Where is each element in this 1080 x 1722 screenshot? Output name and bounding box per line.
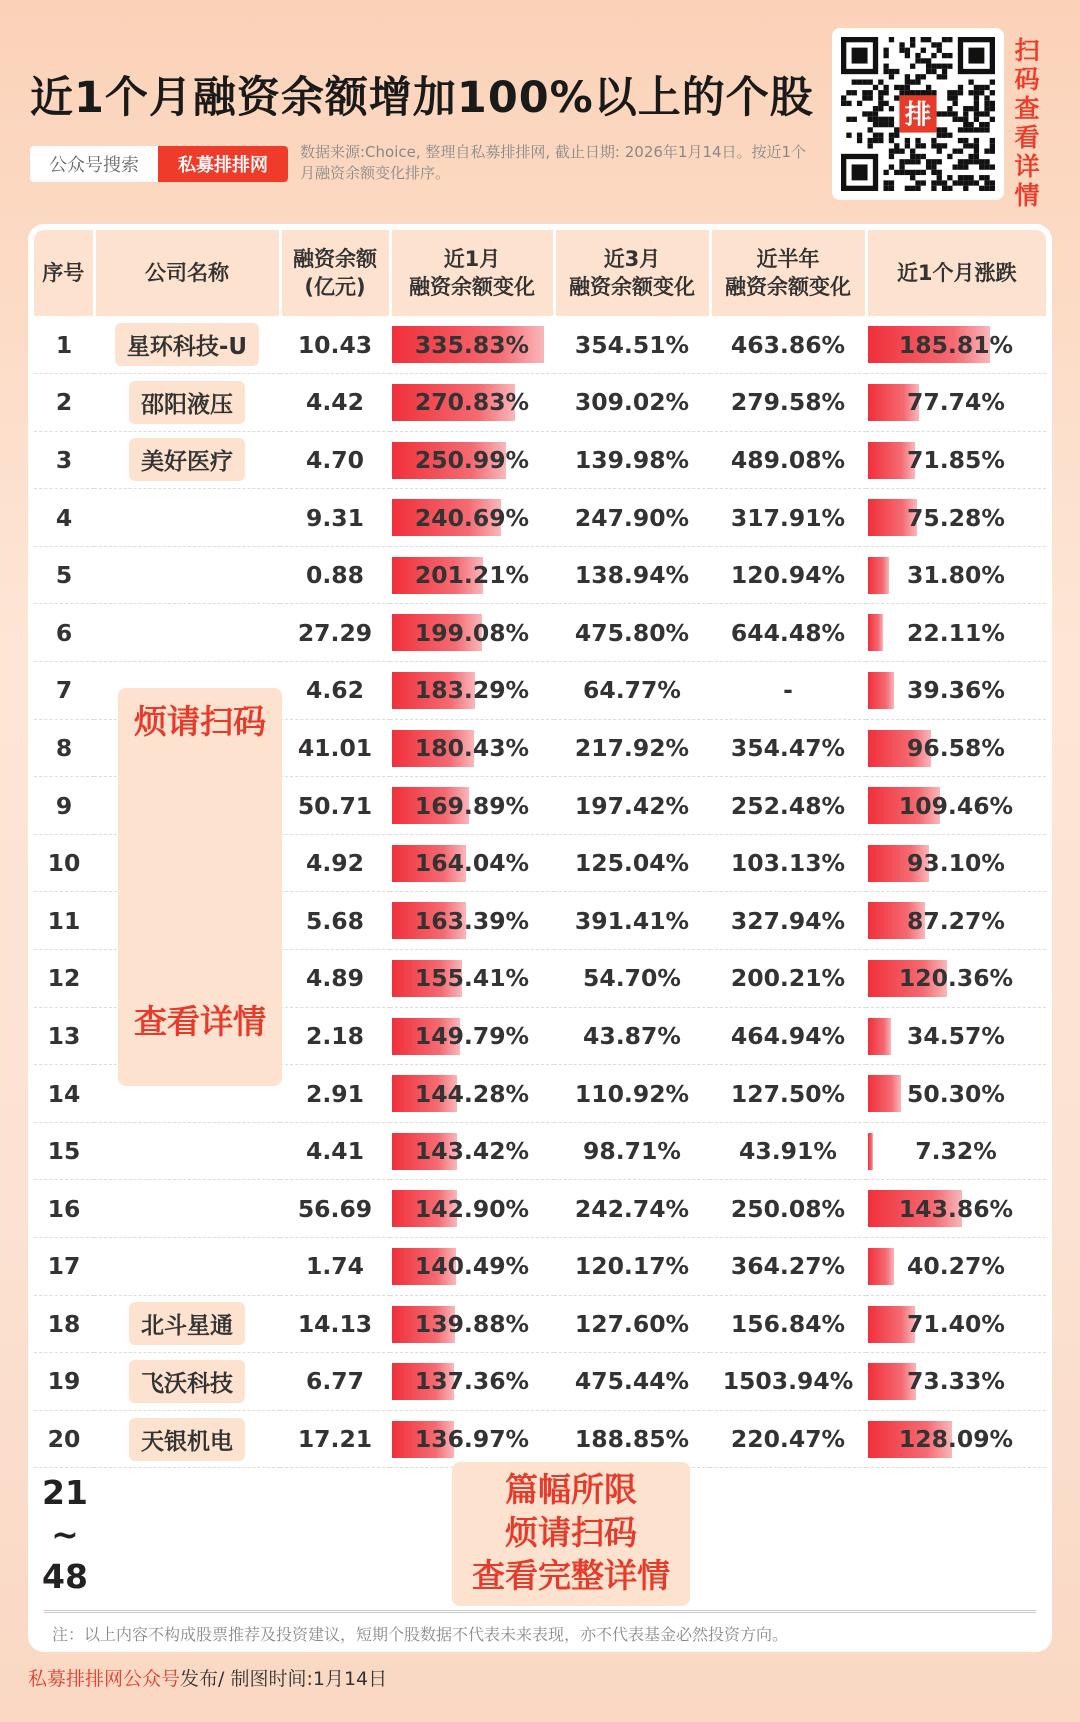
row-rise [866, 604, 1046, 662]
row-index: 9 [34, 777, 94, 835]
row-m1 [390, 1410, 554, 1468]
m1-value: 201.21% [414, 561, 530, 590]
row-m3: 139.98% [554, 431, 710, 489]
row-name [94, 1295, 280, 1353]
row-m6: 220.47% [710, 1410, 866, 1468]
row-m3: 475.44% [554, 1353, 710, 1411]
row-m6: 252.48% [710, 777, 866, 835]
rise-value: 22.11% [907, 618, 1005, 647]
row-index: 17 [34, 1238, 94, 1296]
row-balance: 17.21 [280, 1410, 390, 1468]
rise-value: 7.32% [915, 1137, 997, 1166]
table-header-row [34, 230, 1046, 316]
row-index: 4 [34, 489, 94, 547]
row-m6: 250.08% [710, 1180, 866, 1238]
company-name-tag[interactable]: 星环科技-U [115, 323, 259, 366]
rise-value: 143.86% [898, 1194, 1014, 1223]
rise-value: 96.58% [907, 733, 1005, 762]
row-m3: 64.77% [554, 662, 710, 720]
rise-bar [868, 1133, 873, 1170]
header-balance-l2: (亿元) [304, 275, 366, 299]
row-m6: 200.21% [710, 950, 866, 1008]
header-balance-l1: 融资余额 [293, 247, 377, 271]
company-name-tag[interactable]: 飞沃科技 [129, 1360, 245, 1403]
row-m3: 138.94% [554, 546, 710, 604]
row-balance: 6.77 [280, 1353, 390, 1411]
row-balance: 14.13 [280, 1295, 390, 1353]
header-rise: 近1个月涨跌 [866, 230, 1046, 316]
row-balance: 4.92 [280, 834, 390, 892]
row-rise [866, 431, 1046, 489]
m1-value: 183.29% [414, 676, 530, 705]
row-rise [866, 374, 1046, 432]
header-m6-l1: 近半年 [756, 247, 820, 271]
row-rise [866, 950, 1046, 1008]
table-row [34, 1180, 1046, 1238]
row-m1 [390, 431, 554, 489]
table-row [34, 1410, 1046, 1468]
row-m3: 110.92% [554, 1065, 710, 1123]
company-name-tag[interactable]: 北斗星通 [129, 1302, 245, 1345]
scan-hint [1012, 36, 1042, 210]
rise-value: 31.80% [907, 561, 1005, 590]
row-m6: 644.48% [710, 604, 866, 662]
row-m3: 54.70% [554, 950, 710, 1008]
row-m3: 475.80% [554, 604, 710, 662]
row-m6: 120.94% [710, 546, 866, 604]
row-m6: 327.94% [710, 892, 866, 950]
more-line: 查看完整详情 [472, 1556, 670, 1595]
header-m1 [390, 230, 554, 316]
header-m6 [710, 230, 866, 316]
scan-char: 码 [1014, 65, 1040, 94]
rise-bar [868, 1075, 901, 1112]
search-brand: 私募排排网 [158, 146, 288, 182]
row-rise [866, 1180, 1046, 1238]
rise-bar [868, 1248, 894, 1285]
row-m1 [390, 1353, 554, 1411]
table-row [34, 546, 1046, 604]
m1-value: 149.79% [414, 1021, 530, 1050]
m1-value: 240.69% [414, 503, 530, 532]
row-balance: 10.43 [280, 316, 390, 374]
table-row [34, 604, 1046, 662]
row-index: 8 [34, 719, 94, 777]
rise-value: 71.85% [907, 445, 1005, 474]
table-row [34, 489, 1046, 547]
row-index: 12 [34, 950, 94, 1008]
rise-value: 73.33% [907, 1367, 1005, 1396]
table-row [34, 1122, 1046, 1180]
row-rise [866, 662, 1046, 720]
divider [44, 1610, 1036, 1613]
row-name [94, 546, 280, 604]
row-m1 [390, 1007, 554, 1065]
row-balance: 4.41 [280, 1122, 390, 1180]
row-rise [866, 1353, 1046, 1411]
row-m3: 127.60% [554, 1295, 710, 1353]
header-name: 公司名称 [94, 230, 280, 316]
rise-value: 39.36% [907, 676, 1005, 705]
row-m3: 391.41% [554, 892, 710, 950]
row-index: 16 [34, 1180, 94, 1238]
row-m1 [390, 1295, 554, 1353]
row-m3: 98.71% [554, 1122, 710, 1180]
m1-value: 164.04% [414, 849, 530, 878]
scan-char: 看 [1014, 123, 1040, 152]
row-m6: 317.91% [710, 489, 866, 547]
row-m3: 309.02% [554, 374, 710, 432]
disclaimer: 注：以上内容不构成股票推荐及投资建议，短期个股数据不代表未来表现，亦不代表基金必然投资方向。 [52, 1625, 789, 1644]
header-m6-l2: 融资余额变化 [725, 275, 851, 299]
search-pill[interactable] [30, 146, 288, 182]
row-index: 3 [34, 431, 94, 489]
row-m3: 247.90% [554, 489, 710, 547]
row-rise [866, 1065, 1046, 1123]
rise-value: 87.27% [907, 906, 1005, 935]
row-rise [866, 316, 1046, 374]
row-name [94, 1238, 280, 1296]
more-line: 篇幅所限 [505, 1470, 637, 1509]
row-name [94, 1122, 280, 1180]
header-m3-l1: 近3月 [603, 247, 661, 271]
rise-bar [868, 1018, 891, 1055]
row-index: 13 [34, 1007, 94, 1065]
row-rise [866, 1122, 1046, 1180]
rise-bar [868, 557, 889, 594]
company-name-tag[interactable]: 天银机电 [129, 1418, 245, 1461]
row-name [94, 604, 280, 662]
row-m3: 354.51% [554, 316, 710, 374]
row-m1 [390, 777, 554, 835]
row-name [94, 316, 280, 374]
row-m3: 188.85% [554, 1410, 710, 1468]
row-m1 [390, 374, 554, 432]
row-m3: 197.42% [554, 777, 710, 835]
more-range [30, 1472, 100, 1598]
m1-value: 144.28% [414, 1079, 530, 1108]
row-rise [866, 1410, 1046, 1468]
row-m1 [390, 834, 554, 892]
row-balance: 4.62 [280, 662, 390, 720]
header-m1-l1: 近1月 [443, 247, 501, 271]
rise-value: 71.40% [907, 1309, 1005, 1338]
row-name [94, 1180, 280, 1238]
row-index: 6 [34, 604, 94, 662]
more-details-box[interactable] [452, 1462, 690, 1606]
row-balance: 1.74 [280, 1238, 390, 1296]
row-rise [866, 546, 1046, 604]
rise-value: 50.30% [907, 1079, 1005, 1108]
m1-value: 136.97% [414, 1425, 530, 1454]
rise-value: 77.74% [907, 388, 1005, 417]
table-row [34, 374, 1046, 432]
row-index: 11 [34, 892, 94, 950]
row-index: 1 [34, 316, 94, 374]
m1-value: 180.43% [414, 733, 530, 762]
row-m6: 463.86% [710, 316, 866, 374]
row-m3: 120.17% [554, 1238, 710, 1296]
row-m6: 127.50% [710, 1065, 866, 1123]
company-name-tag[interactable]: 邵阳液压 [129, 381, 245, 424]
row-balance: 50.71 [280, 777, 390, 835]
more-range-end: 48 [42, 1557, 88, 1596]
row-balance: 5.68 [280, 892, 390, 950]
footer-rest: 发布/ 制图时间:1月14日 [180, 1668, 388, 1690]
more-line: 烦请扫码 [505, 1513, 637, 1552]
row-rise [866, 892, 1046, 950]
rise-bar [868, 672, 894, 709]
row-m1 [390, 489, 554, 547]
rise-value: 75.28% [907, 503, 1005, 532]
row-index: 5 [34, 546, 94, 604]
scan-char: 详 [1014, 152, 1040, 181]
search-label: 公众号搜索 [30, 146, 158, 182]
scan-char: 查 [1014, 94, 1040, 123]
scan-char: 扫 [1014, 36, 1040, 65]
row-balance: 41.01 [280, 719, 390, 777]
row-m6: 489.08% [710, 431, 866, 489]
row-m1 [390, 1065, 554, 1123]
row-balance: 4.89 [280, 950, 390, 1008]
row-rise [866, 1007, 1046, 1065]
row-m1 [390, 1238, 554, 1296]
row-m1 [390, 950, 554, 1008]
row-m1 [390, 1122, 554, 1180]
header-m3 [554, 230, 710, 316]
row-m6: 279.58% [710, 374, 866, 432]
row-rise [866, 719, 1046, 777]
m1-value: 137.36% [414, 1367, 530, 1396]
overlay-scan-text: 烦请扫码 [134, 702, 266, 741]
m1-value: 163.39% [414, 906, 530, 935]
row-name [94, 1353, 280, 1411]
row-balance: 2.18 [280, 1007, 390, 1065]
row-m6: 364.27% [710, 1238, 866, 1296]
row-m6: 1503.94% [710, 1353, 866, 1411]
m1-value: 143.42% [414, 1137, 530, 1166]
rise-value: 34.57% [907, 1021, 1005, 1050]
rise-value: 93.10% [907, 849, 1005, 878]
table-row [34, 1353, 1046, 1411]
row-balance: 56.69 [280, 1180, 390, 1238]
m1-value: 169.89% [414, 791, 530, 820]
row-m6: 464.94% [710, 1007, 866, 1065]
row-name [94, 1410, 280, 1468]
row-balance: 0.88 [280, 546, 390, 604]
row-m3: 217.92% [554, 719, 710, 777]
m1-value: 139.88% [414, 1309, 530, 1338]
company-name-tag[interactable]: 美好医疗 [129, 438, 245, 481]
qr-code[interactable] [832, 28, 1004, 200]
row-m1 [390, 1180, 554, 1238]
row-rise [866, 834, 1046, 892]
row-index: 20 [34, 1410, 94, 1468]
row-balance: 27.29 [280, 604, 390, 662]
table-row [34, 316, 1046, 374]
row-m3: 125.04% [554, 834, 710, 892]
row-m1 [390, 719, 554, 777]
table-row [34, 431, 1046, 489]
table-row [34, 1238, 1046, 1296]
row-name [94, 489, 280, 547]
row-balance: 4.42 [280, 374, 390, 432]
rise-value: 185.81% [898, 330, 1014, 359]
row-m6: 156.84% [710, 1295, 866, 1353]
rise-value: 109.46% [898, 791, 1014, 820]
header-index: 序号 [34, 230, 94, 316]
row-m6: 43.91% [710, 1122, 866, 1180]
row-m3: 242.74% [554, 1180, 710, 1238]
row-index: 10 [34, 834, 94, 892]
rise-value: 120.36% [898, 964, 1014, 993]
row-m1 [390, 546, 554, 604]
row-index: 7 [34, 662, 94, 720]
qr-logo: 排 [904, 99, 932, 131]
row-name [94, 374, 280, 432]
m1-value: 142.90% [414, 1194, 530, 1223]
overlay-detail-text: 查看详情 [134, 1002, 266, 1041]
m1-value: 270.83% [414, 388, 530, 417]
row-m1 [390, 892, 554, 950]
row-m3: 43.87% [554, 1007, 710, 1065]
header-m3-l2: 融资余额变化 [569, 275, 695, 299]
m1-value: 155.41% [414, 964, 530, 993]
row-index: 18 [34, 1295, 94, 1353]
m1-value: 250.99% [414, 445, 530, 474]
rise-value: 128.09% [898, 1425, 1014, 1454]
scan-char: 情 [1014, 181, 1040, 210]
row-m6: - [710, 662, 866, 720]
row-balance: 4.70 [280, 431, 390, 489]
qr-code-icon [841, 37, 995, 191]
row-rise [866, 1295, 1046, 1353]
row-balance: 9.31 [280, 489, 390, 547]
m1-value: 140.49% [414, 1252, 530, 1281]
table-row [34, 1295, 1046, 1353]
row-name [94, 431, 280, 489]
row-rise [866, 1238, 1046, 1296]
page-title: 近1个月融资余额增加100%以上的个股 [30, 73, 814, 123]
row-m1 [390, 662, 554, 720]
row-m6: 103.13% [710, 834, 866, 892]
m1-value: 199.08% [414, 618, 530, 647]
more-range-start: 21 [42, 1473, 88, 1512]
row-balance: 2.91 [280, 1065, 390, 1123]
rise-bar [868, 614, 883, 651]
rise-value: 40.27% [907, 1252, 1005, 1281]
row-rise [866, 777, 1046, 835]
header-balance [280, 230, 390, 316]
row-m6: 354.47% [710, 719, 866, 777]
footer [28, 1664, 387, 1691]
row-index: 14 [34, 1065, 94, 1123]
row-rise [866, 489, 1046, 547]
row-index: 2 [34, 374, 94, 432]
footer-brand: 私募排排网公众号 [28, 1668, 181, 1690]
row-m1 [390, 316, 554, 374]
more-range-tilde: ~ [51, 1515, 79, 1554]
row-m1 [390, 604, 554, 662]
row-index: 15 [34, 1122, 94, 1180]
data-source-text: 数据来源:Choice, 整理自私募排排网, 截止日期: 2026年1月14日。按近1个月融资余额变化排序。 [300, 143, 807, 182]
header-m1-l2: 融资余额变化 [409, 275, 535, 299]
m1-value: 335.83% [414, 330, 530, 359]
row-index: 19 [34, 1353, 94, 1411]
